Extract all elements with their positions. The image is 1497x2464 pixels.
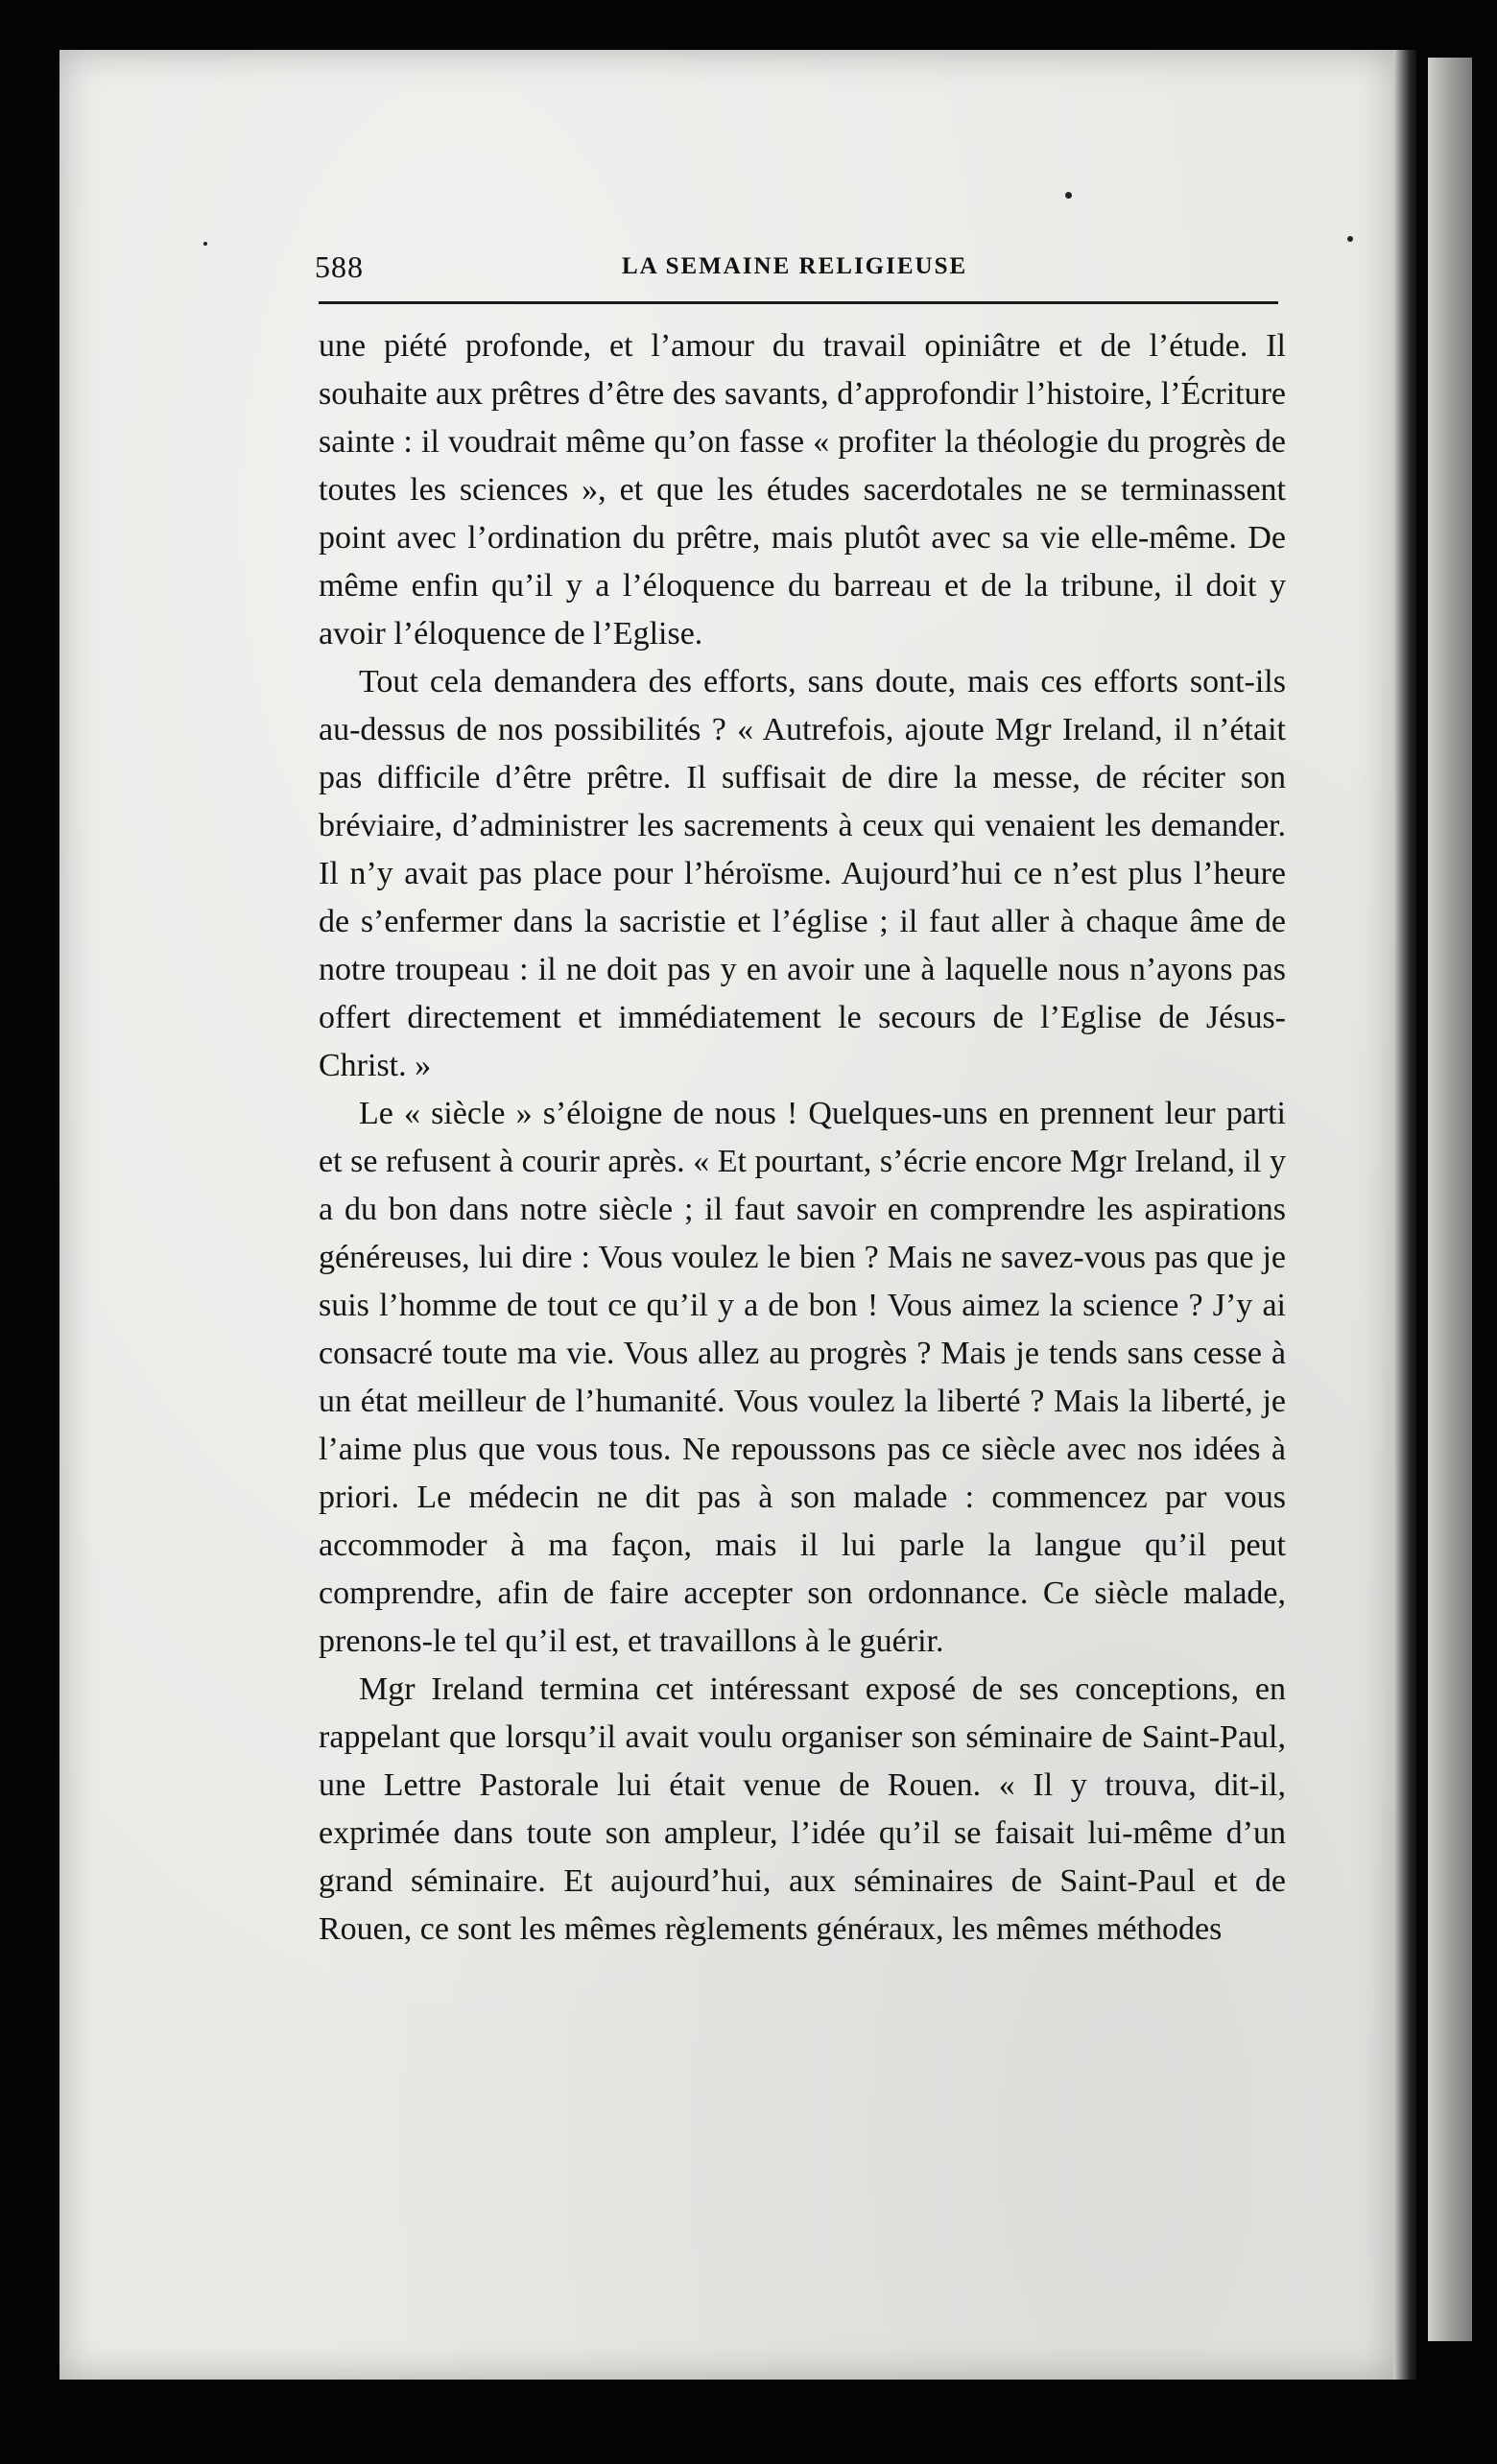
scan-speck [1065,192,1072,199]
book-gutter [1393,50,1416,2380]
header-rule [319,301,1278,304]
journal-title: LA SEMAINE RELIGIEUSE [622,253,968,279]
body-text [319,322,1286,1954]
facing-page-edge [1428,58,1472,2341]
running-head [315,249,1276,294]
paragraph-continuation: une piété profonde, et l’amour du travail opiniâtre et de l’étude. Il souhaite aux prêtres d’être des savants, d’approfondir l’histoire, l’Écriture sainte : il voudrait même qu’on fasse « profiter la théologie du progrès de toutes les sciences », et que les études sacerdotales ne se terminassent point avec l’ordination du prêtre, mais plutôt avec sa vie elle-même. De même enfin qu’il y a l’éloquence du barreau et de la tribune, il doit y avoir l’éloquence de l’Eglise. [319,328,1286,652]
scan-speck [1347,236,1353,242]
page-number: 588 [315,249,364,284]
paragraph: Le « siècle » s’éloigne de nous ! Quelques-uns en prennent leur parti et se refusent à courir après. « Et pourtant, s’écrie encore Mgr Ireland, il y a du bon dans notre siècle ; il faut savoir en comprendre les aspirations généreuses, lui dire : Vous voulez le bien ? Mais ne savez-vous pas que je suis l’homme de tout ce qu’il y a de bon ! Vous aimez la science ? J’y ai consacré toute ma vie. Vous allez au progrès ? Mais je tends sans cesse à un état meilleur de l’humanité. Vous voulez la liberté ? Mais la liberté, je l’aime plus que vous tous. Ne repoussons pas ce siècle avec nos idées à priori. Le médecin ne dit pas à son malade : commencez par vous accommoder à ma façon, mais il lui parle la langue qu’il peut comprendre, afin de faire accepter son ordonnance. Ce siècle malade, prenons-le tel qu’il est, et travaillons à le guérir. [319,1096,1286,1659]
paragraph: Tout cela demandera des efforts, sans doute, mais ces efforts sont-ils au-dessus de nos possibilités ? « Autrefois, ajoute Mgr Ireland, il n’était pas difficile d’être prêtre. Il suffisait de dire la messe, de réciter son bréviaire, d’administrer les sacrements à ceux qui venaient les demander. Il n’y avait pas place pour l’héroïsme. Aujourd’hui ce n’est plus l’heure de s’enfermer dans la sacristie et l’église ; il faut aller à chaque âme de notre troupeau : il ne doit pas y en avoir une à laquelle nous n’ayons pas offert directement et immédiatement le secours de l’Eglise de Jésus-Christ. » [319,664,1286,1083]
scan-speck [203,242,207,246]
paragraph: Mgr Ireland termina cet intéressant exposé de ses conceptions, en rappelant que lorsqu’il avait voulu organiser son séminaire de Saint-Paul, une Lettre Pastorale lui était venue de Rouen. « Il y trouva, dit-il, exprimée dans toute son ampleur, l’idée qu’il se faisait lui-même d’un grand séminaire. Et aujourd’hui, aux séminaires de Saint-Paul et de Rouen, ce sont les mêmes règlements généraux, les mêmes méthodes [319,1671,1286,1947]
